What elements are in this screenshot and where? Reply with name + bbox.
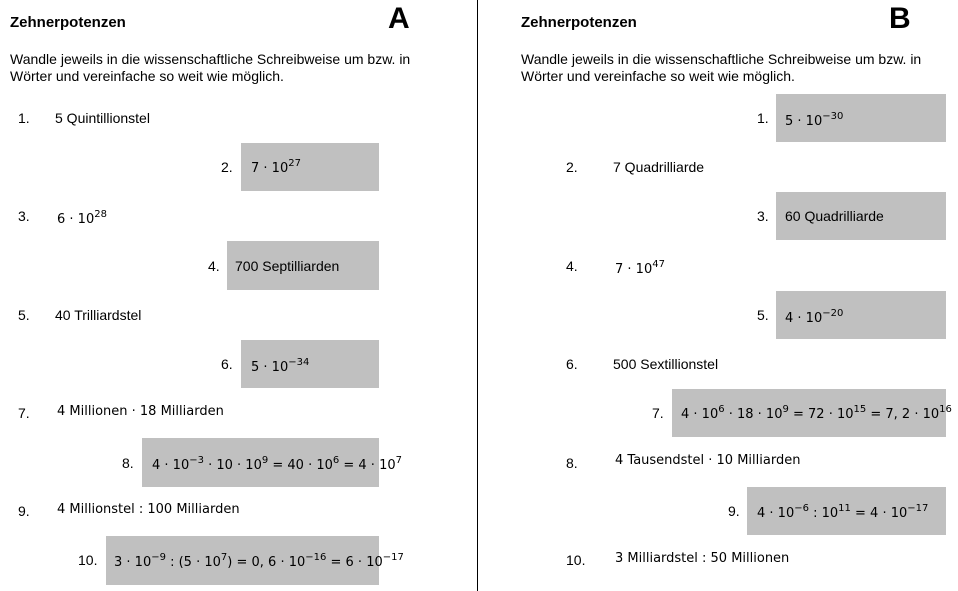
- item-number: 6.: [221, 356, 233, 372]
- item-number: 2.: [221, 159, 233, 175]
- item-number: 8.: [566, 455, 578, 471]
- worksheet-a-letter: A: [388, 2, 410, 35]
- item-number: 4.: [566, 258, 578, 274]
- item-expression: $4 \cdot 10^6 \cdot 18 \cdot 10^9 = 72 \cdot 10^{15} = 7$, $2 \cdot 10^{16}$: [681, 404, 952, 422]
- item-number: 7.: [18, 405, 30, 421]
- item-number: 4.: [208, 258, 220, 274]
- item-expression: $5 \cdot 10^{-34}$: [251, 357, 310, 375]
- item-number: 7.: [652, 405, 664, 421]
- item-text: 7 Quadrilliarde: [613, 159, 705, 175]
- worksheet-b-instructions-line2: Wörter und vereinfache so weit wie möglich.: [521, 68, 795, 84]
- item-number: 10.: [566, 552, 586, 568]
- item-text: 4 Millionen · 18 Milliarden: [57, 404, 224, 419]
- worksheet-a-instructions-line1: Wandle jeweils in die wissenschaftliche Schreibweise um bzw. in: [10, 51, 411, 67]
- item-text: 500 Sextillionstel: [613, 356, 719, 372]
- worksheet-b-instructions-line1: Wandle jeweils in die wissenschaftliche Schreibweise um bzw. in: [521, 51, 922, 67]
- worksheet-b-letter: B: [889, 2, 911, 35]
- item-expression: $6 \cdot 10^{28}$: [57, 209, 107, 227]
- column-divider: [477, 0, 478, 591]
- item-expression: $4 \cdot 10^{-20}$: [785, 308, 844, 326]
- worksheet-b-title: Zehnerpotenzen: [521, 14, 637, 31]
- item-number: 9.: [18, 503, 30, 519]
- item-number: 5.: [757, 307, 769, 323]
- item-number: 10.: [78, 552, 98, 568]
- item-expression: $3 \cdot 10^{-9}$ : $(5 \cdot 10^7) = 0$, $6 \cdot 10^{-16} = 6 \cdot 10^{-17}$: [114, 552, 404, 570]
- item-text: 4 Tausendstel · 10 Milliarden: [615, 453, 801, 468]
- item-expression: $5 \cdot 10^{-30}$: [785, 111, 844, 129]
- item-number: 9.: [728, 503, 740, 519]
- worksheet-a-instructions-line2: Wörter und vereinfache so weit wie möglich.: [10, 68, 284, 84]
- item-text: 3 Milliardstel : 50 Millionen: [615, 551, 790, 566]
- item-number: 8.: [122, 455, 134, 471]
- item-text: 5 Quintillionstel: [55, 110, 150, 126]
- item-text: 40 Trilliardstel: [55, 307, 142, 323]
- item-number: 2.: [566, 159, 578, 175]
- item-expression: $7 \cdot 10^{47}$: [615, 259, 665, 277]
- item-number: 1.: [18, 110, 30, 126]
- item-text: 700 Septilliarden: [235, 258, 340, 274]
- item-expression: $7 \cdot 10^{27}$: [251, 158, 301, 176]
- item-number: 6.: [566, 356, 578, 372]
- worksheet-a-title: Zehnerpotenzen: [10, 14, 126, 31]
- item-text: 4 Millionstel : 100 Milliarden: [57, 502, 240, 517]
- item-number: 3.: [757, 208, 769, 224]
- item-number: 5.: [18, 307, 30, 323]
- item-number: 1.: [757, 110, 769, 126]
- item-expression: $4 \cdot 10^{-6}$ : $10^{11} = 4 \cdot 10^{-17}$: [757, 503, 929, 521]
- item-expression: $4 \cdot 10^{-3} \cdot 10 \cdot 10^9 = 40 \cdot 10^6 = 4 \cdot 10^7$: [152, 455, 402, 473]
- item-number: 3.: [18, 208, 30, 224]
- item-text: 60 Quadrilliarde: [785, 208, 884, 224]
